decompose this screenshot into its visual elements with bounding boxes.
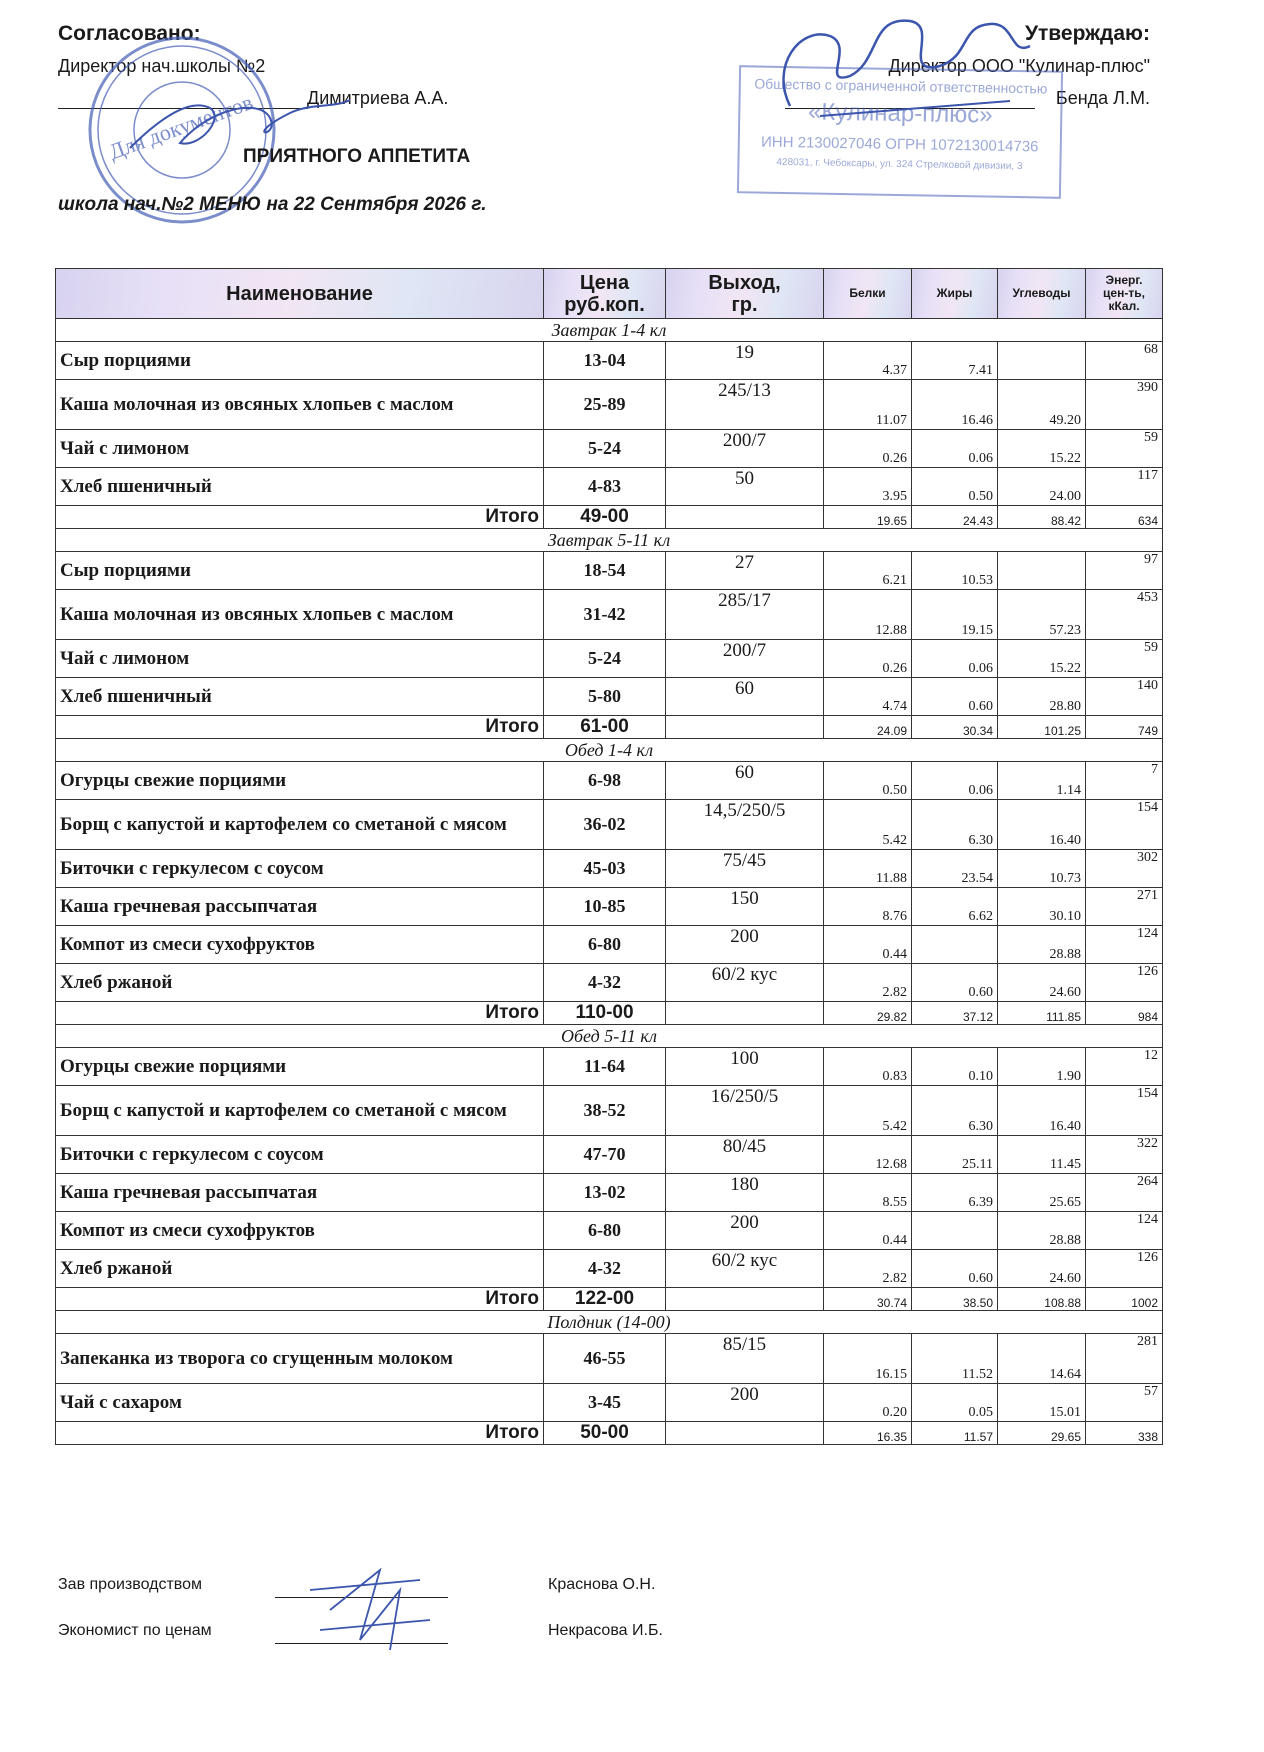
table-row xyxy=(56,926,1163,964)
dish-fat: 0.05 xyxy=(912,1384,998,1422)
total-protein: 19.65 xyxy=(824,506,912,529)
total-carbs: 29.65 xyxy=(998,1422,1086,1445)
dish-protein: 16.15 xyxy=(824,1334,912,1384)
table-row xyxy=(56,1136,1163,1174)
total-label: Итого xyxy=(56,1002,544,1025)
dish-fat: 25.11 xyxy=(912,1136,998,1174)
table-row xyxy=(56,1212,1163,1250)
total-yield-empty xyxy=(666,716,824,739)
stamp-line-3: ИНН 2130027046 ОГРН 1072130014736 xyxy=(760,133,1039,156)
footer-name-economist: Некрасова И.Б. xyxy=(548,1622,663,1639)
dish-protein: 0.83 xyxy=(824,1048,912,1086)
dish-carbs: 10.73 xyxy=(998,850,1086,888)
table-row xyxy=(56,964,1163,1002)
table-row xyxy=(56,678,1163,716)
dish-price: 6-80 xyxy=(544,926,666,964)
table-row xyxy=(56,380,1163,430)
table-row xyxy=(56,1048,1163,1086)
dish-protein: 0.50 xyxy=(824,762,912,800)
section-title: Полдник (14-00) xyxy=(56,1311,1163,1334)
approval-right-title: Утверждаю: xyxy=(1024,22,1150,45)
dish-name: Огурцы свежие порциями xyxy=(56,762,544,800)
dish-fat: 0.06 xyxy=(912,640,998,678)
header-energy: Энерг. цен-ть, кКал. xyxy=(1086,269,1163,319)
dish-yield: 60/2 кус xyxy=(666,1250,824,1288)
total-fat: 24.43 xyxy=(912,506,998,529)
total-label: Итого xyxy=(56,1288,544,1311)
total-kcal: 338 xyxy=(1086,1422,1163,1445)
section-row xyxy=(56,1311,1163,1334)
dish-protein: 0.26 xyxy=(824,640,912,678)
dish-carbs: 24.00 xyxy=(998,468,1086,506)
dish-name: Хлеб пшеничный xyxy=(56,678,544,716)
dish-yield: 19 xyxy=(666,342,824,380)
dish-protein: 4.37 xyxy=(824,342,912,380)
dish-fat: 11.52 xyxy=(912,1334,998,1384)
total-carbs: 108.88 xyxy=(998,1288,1086,1311)
approval-left-title: Согласовано: xyxy=(58,22,201,45)
total-row xyxy=(56,1422,1163,1445)
total-yield-empty xyxy=(666,1288,824,1311)
dish-name: Хлеб ржаной xyxy=(56,1250,544,1288)
dish-protein: 2.82 xyxy=(824,964,912,1002)
dish-yield: 245/13 xyxy=(666,380,824,430)
dish-protein: 0.20 xyxy=(824,1384,912,1422)
dish-protein: 3.95 xyxy=(824,468,912,506)
dish-protein: 8.76 xyxy=(824,888,912,926)
dish-name: Каша молочная из овсяных хлопьев с маслом xyxy=(56,590,544,640)
dish-protein: 11.07 xyxy=(824,380,912,430)
dish-carbs: 28.88 xyxy=(998,1212,1086,1250)
dish-name: Каша гречневая рассыпчатая xyxy=(56,1174,544,1212)
dish-fat: 0.60 xyxy=(912,964,998,1002)
dish-carbs: 57.23 xyxy=(998,590,1086,640)
dish-carbs: 11.45 xyxy=(998,1136,1086,1174)
dish-kcal: 57 xyxy=(1086,1384,1163,1422)
dish-price: 5-80 xyxy=(544,678,666,716)
dish-carbs xyxy=(998,342,1086,380)
dish-kcal: 154 xyxy=(1086,800,1163,850)
dish-fat: 0.06 xyxy=(912,430,998,468)
header-carbs: Углеводы xyxy=(998,269,1086,319)
dish-fat xyxy=(912,926,998,964)
menu-title: школа нач.№2 МЕНЮ на 22 Сентября 2026 г. xyxy=(58,194,487,215)
table-row xyxy=(56,1250,1163,1288)
total-price: 50-00 xyxy=(544,1422,666,1445)
dish-carbs: 1.90 xyxy=(998,1048,1086,1086)
dish-fat: 6.30 xyxy=(912,800,998,850)
dish-price: 4-32 xyxy=(544,964,666,1002)
dish-price: 5-24 xyxy=(544,640,666,678)
dish-protein: 12.68 xyxy=(824,1136,912,1174)
dish-carbs: 15.22 xyxy=(998,640,1086,678)
dish-name: Компот из смеси сухофруктов xyxy=(56,1212,544,1250)
dish-protein: 5.42 xyxy=(824,800,912,850)
total-yield-empty xyxy=(666,1422,824,1445)
dish-name: Компот из смеси сухофруктов xyxy=(56,926,544,964)
dish-yield: 80/45 xyxy=(666,1136,824,1174)
dish-protein: 4.74 xyxy=(824,678,912,716)
dish-price: 45-03 xyxy=(544,850,666,888)
total-fat: 11.57 xyxy=(912,1422,998,1445)
table-row xyxy=(56,850,1163,888)
total-row xyxy=(56,506,1163,529)
dish-carbs: 1.14 xyxy=(998,762,1086,800)
dish-price: 31-42 xyxy=(544,590,666,640)
dish-protein: 2.82 xyxy=(824,1250,912,1288)
dish-name: Чай с лимоном xyxy=(56,640,544,678)
section-title: Обед 5-11 кл xyxy=(56,1025,1163,1048)
right-signature xyxy=(760,6,1060,136)
stamp-text: Для документов xyxy=(105,89,257,165)
dish-fat: 0.60 xyxy=(912,678,998,716)
dish-carbs xyxy=(998,552,1086,590)
dish-fat xyxy=(912,1212,998,1250)
dish-protein: 0.26 xyxy=(824,430,912,468)
footer-name-production: Краснова О.Н. xyxy=(548,1576,656,1593)
approval-left-name: Димитриева А.А. xyxy=(307,88,449,108)
dish-yield: 200 xyxy=(666,1212,824,1250)
table-row xyxy=(56,1334,1163,1384)
dish-kcal: 7 xyxy=(1086,762,1163,800)
dish-name: Запеканка из творога со сгущенным молоком xyxy=(56,1334,544,1384)
dish-price: 11-64 xyxy=(544,1048,666,1086)
approval-left-position: Директор нач.школы №2 xyxy=(58,56,266,76)
dish-kcal: 302 xyxy=(1086,850,1163,888)
table-row xyxy=(56,762,1163,800)
total-carbs: 88.42 xyxy=(998,506,1086,529)
dish-fat: 6.39 xyxy=(912,1174,998,1212)
total-protein: 24.09 xyxy=(824,716,912,739)
dish-price: 25-89 xyxy=(544,380,666,430)
dish-kcal: 124 xyxy=(1086,1212,1163,1250)
header-price: Цена руб.коп. xyxy=(544,269,666,319)
dish-carbs: 15.01 xyxy=(998,1384,1086,1422)
dish-kcal: 97 xyxy=(1086,552,1163,590)
dish-kcal: 124 xyxy=(1086,926,1163,964)
total-fat: 30.34 xyxy=(912,716,998,739)
total-protein: 16.35 xyxy=(824,1422,912,1445)
total-fat: 37.12 xyxy=(912,1002,998,1025)
dish-fat: 10.53 xyxy=(912,552,998,590)
total-price: 49-00 xyxy=(544,506,666,529)
total-protein: 30.74 xyxy=(824,1288,912,1311)
dish-kcal: 154 xyxy=(1086,1086,1163,1136)
dish-name: Чай с сахаром xyxy=(56,1384,544,1422)
dish-fat: 0.10 xyxy=(912,1048,998,1086)
header-protein: Белки xyxy=(824,269,912,319)
total-price: 61-00 xyxy=(544,716,666,739)
table-row xyxy=(56,800,1163,850)
table-row xyxy=(56,430,1163,468)
total-fat: 38.50 xyxy=(912,1288,998,1311)
dish-yield: 200/7 xyxy=(666,640,824,678)
dish-carbs: 14.64 xyxy=(998,1334,1086,1384)
table-row xyxy=(56,1174,1163,1212)
dish-name: Борщ с капустой и картофелем со сметаной с мясом xyxy=(56,800,544,850)
footer-signature xyxy=(300,1550,450,1660)
dish-yield: 50 xyxy=(666,468,824,506)
dish-carbs: 24.60 xyxy=(998,1250,1086,1288)
dish-price: 3-45 xyxy=(544,1384,666,1422)
total-kcal: 749 xyxy=(1086,716,1163,739)
dish-yield: 75/45 xyxy=(666,850,824,888)
total-row xyxy=(56,1288,1163,1311)
table-row xyxy=(56,640,1163,678)
dish-yield: 200/7 xyxy=(666,430,824,468)
dish-name: Хлеб ржаной xyxy=(56,964,544,1002)
total-label: Итого xyxy=(56,506,544,529)
dish-kcal: 140 xyxy=(1086,678,1163,716)
total-yield-empty xyxy=(666,506,824,529)
dish-kcal: 271 xyxy=(1086,888,1163,926)
dish-fat: 19.15 xyxy=(912,590,998,640)
dish-yield: 16/250/5 xyxy=(666,1086,824,1136)
total-price: 110-00 xyxy=(544,1002,666,1025)
dish-kcal: 68 xyxy=(1086,342,1163,380)
dish-yield: 85/15 xyxy=(666,1334,824,1384)
section-row xyxy=(56,529,1163,552)
total-carbs: 111.85 xyxy=(998,1002,1086,1025)
dish-fat: 0.60 xyxy=(912,1250,998,1288)
dish-fat: 23.54 xyxy=(912,850,998,888)
dish-kcal: 281 xyxy=(1086,1334,1163,1384)
dish-yield: 285/17 xyxy=(666,590,824,640)
stamp-line-2: «Кулинар-плюс» xyxy=(807,98,993,129)
header-name: Наименование xyxy=(56,269,544,319)
dish-name: Огурцы свежие порциями xyxy=(56,1048,544,1086)
total-yield-empty xyxy=(666,1002,824,1025)
dish-price: 10-85 xyxy=(544,888,666,926)
dish-fat: 7.41 xyxy=(912,342,998,380)
section-row xyxy=(56,1025,1163,1048)
dish-name: Биточки с геркулесом с соусом xyxy=(56,850,544,888)
dish-yield: 150 xyxy=(666,888,824,926)
total-kcal: 984 xyxy=(1086,1002,1163,1025)
stamp-line-4: 428031, г. Чебоксары, ул. 324 Стрелковой дивизии, 3 xyxy=(776,156,1023,173)
dish-name: Сыр порциями xyxy=(56,342,544,380)
table-row xyxy=(56,590,1163,640)
dish-protein: 12.88 xyxy=(824,590,912,640)
dish-yield: 180 xyxy=(666,1174,824,1212)
appetite-heading: ПРИЯТНОГО АППЕТИТА xyxy=(243,146,471,167)
dish-price: 13-04 xyxy=(544,342,666,380)
total-kcal: 1002 xyxy=(1086,1288,1163,1311)
dish-price: 5-24 xyxy=(544,430,666,468)
approval-right-position: Директор ООО "Кулинар-плюс" xyxy=(888,56,1150,76)
total-price: 122-00 xyxy=(544,1288,666,1311)
dish-name: Чай с лимоном xyxy=(56,430,544,468)
dish-kcal: 126 xyxy=(1086,964,1163,1002)
stamp-line-1: Общество с ограниченной ответственностью xyxy=(754,75,1048,97)
dish-yield: 14,5/250/5 xyxy=(666,800,824,850)
footer-role-economist: Экономист по ценам xyxy=(58,1622,212,1639)
dish-fat: 16.46 xyxy=(912,380,998,430)
table-row xyxy=(56,468,1163,506)
dish-price: 36-02 xyxy=(544,800,666,850)
section-title: Завтрак 5-11 кл xyxy=(56,529,1163,552)
dish-name: Каша гречневая рассыпчатая xyxy=(56,888,544,926)
dish-name: Борщ с капустой и картофелем со сметаной с мясом xyxy=(56,1086,544,1136)
dish-price: 6-80 xyxy=(544,1212,666,1250)
total-row xyxy=(56,716,1163,739)
dish-name: Сыр порциями xyxy=(56,552,544,590)
table-row xyxy=(56,342,1163,380)
dish-yield: 100 xyxy=(666,1048,824,1086)
dish-carbs: 16.40 xyxy=(998,1086,1086,1136)
menu-table xyxy=(55,268,1163,1445)
dish-carbs: 15.22 xyxy=(998,430,1086,468)
dish-price: 47-70 xyxy=(544,1136,666,1174)
dish-carbs: 24.60 xyxy=(998,964,1086,1002)
total-row xyxy=(56,1002,1163,1025)
dish-kcal: 59 xyxy=(1086,640,1163,678)
section-row xyxy=(56,739,1163,762)
dish-kcal: 117 xyxy=(1086,468,1163,506)
total-label: Итого xyxy=(56,1422,544,1445)
dish-fat: 6.62 xyxy=(912,888,998,926)
total-kcal: 634 xyxy=(1086,506,1163,529)
header-fat: Жиры xyxy=(912,269,998,319)
dish-price: 6-98 xyxy=(544,762,666,800)
dish-kcal: 264 xyxy=(1086,1174,1163,1212)
section-title: Завтрак 1-4 кл xyxy=(56,319,1163,342)
dish-yield: 60/2 кус xyxy=(666,964,824,1002)
dish-name: Каша молочная из овсяных хлопьев с маслом xyxy=(56,380,544,430)
dish-name: Хлеб пшеничный xyxy=(56,468,544,506)
dish-price: 4-32 xyxy=(544,1250,666,1288)
dish-protein: 6.21 xyxy=(824,552,912,590)
dish-carbs: 49.20 xyxy=(998,380,1086,430)
dish-price: 38-52 xyxy=(544,1086,666,1136)
dish-kcal: 390 xyxy=(1086,380,1163,430)
dish-name: Биточки с геркулесом с соусом xyxy=(56,1136,544,1174)
approval-right-name: Бенда Л.М. xyxy=(1055,88,1150,108)
dish-carbs: 28.88 xyxy=(998,926,1086,964)
dish-kcal: 59 xyxy=(1086,430,1163,468)
table-row xyxy=(56,888,1163,926)
dish-carbs: 28.80 xyxy=(998,678,1086,716)
total-label: Итого xyxy=(56,716,544,739)
table-header-row xyxy=(56,269,1163,319)
dish-protein: 5.42 xyxy=(824,1086,912,1136)
dish-protein: 0.44 xyxy=(824,1212,912,1250)
dish-price: 46-55 xyxy=(544,1334,666,1384)
dish-fat: 0.50 xyxy=(912,468,998,506)
header-yield: Выход, гр. xyxy=(666,269,824,319)
footer-role-production: Зав производством xyxy=(58,1576,202,1593)
dish-protein: 11.88 xyxy=(824,850,912,888)
dish-carbs: 30.10 xyxy=(998,888,1086,926)
dish-carbs: 16.40 xyxy=(998,800,1086,850)
dish-fat: 6.30 xyxy=(912,1086,998,1136)
dish-yield: 60 xyxy=(666,762,824,800)
dish-kcal: 12 xyxy=(1086,1048,1163,1086)
dish-protein: 8.55 xyxy=(824,1174,912,1212)
dish-kcal: 453 xyxy=(1086,590,1163,640)
dish-kcal: 322 xyxy=(1086,1136,1163,1174)
dish-yield: 27 xyxy=(666,552,824,590)
dish-yield: 60 xyxy=(666,678,824,716)
dish-kcal: 126 xyxy=(1086,1250,1163,1288)
dish-price: 18-54 xyxy=(544,552,666,590)
section-row xyxy=(56,319,1163,342)
dish-carbs: 25.65 xyxy=(998,1174,1086,1212)
total-carbs: 101.25 xyxy=(998,716,1086,739)
section-title: Обед 1-4 кл xyxy=(56,739,1163,762)
dish-yield: 200 xyxy=(666,926,824,964)
total-protein: 29.82 xyxy=(824,1002,912,1025)
table-row xyxy=(56,1384,1163,1422)
dish-price: 13-02 xyxy=(544,1174,666,1212)
dish-protein: 0.44 xyxy=(824,926,912,964)
dish-yield: 200 xyxy=(666,1384,824,1422)
dish-fat: 0.06 xyxy=(912,762,998,800)
table-row xyxy=(56,1086,1163,1136)
table-row xyxy=(56,552,1163,590)
dish-price: 4-83 xyxy=(544,468,666,506)
